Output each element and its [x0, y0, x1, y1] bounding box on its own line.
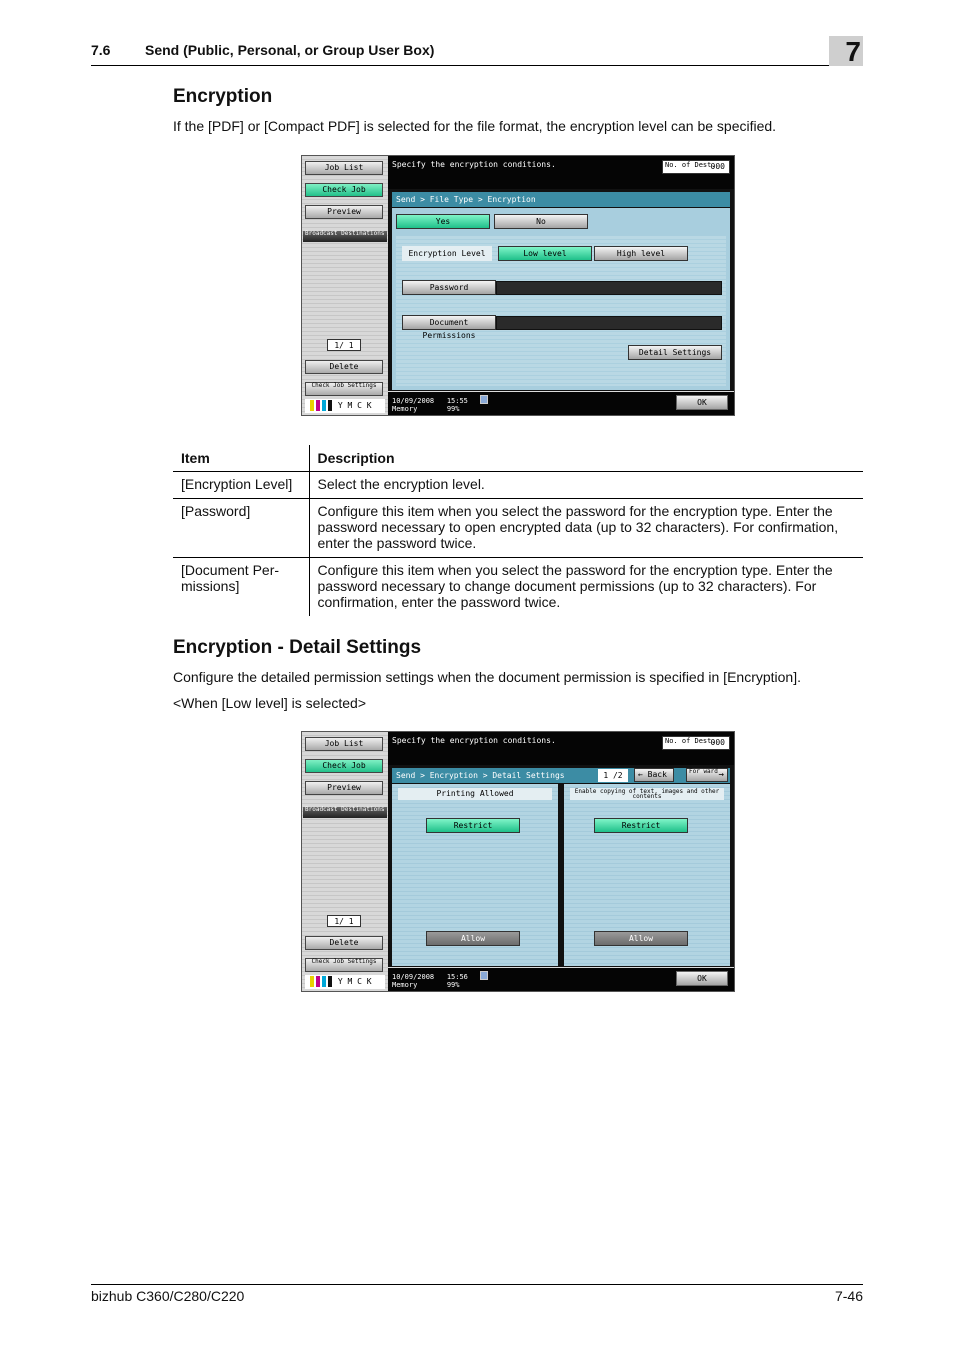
main-area	[388, 189, 734, 391]
preview-button[interactable]: Preview	[305, 781, 383, 795]
dest-count-box	[662, 160, 730, 174]
breadcrumb	[392, 768, 730, 783]
forward-arrow-icon: →	[718, 770, 724, 780]
memory-label: Memory	[392, 981, 418, 989]
left-panel	[302, 732, 388, 991]
table-row	[173, 557, 863, 616]
toner-label: Y M C K	[337, 977, 372, 986]
network-icon	[480, 395, 488, 404]
table-cell-description: Configure this item when you select the password for the encryption type. Enter the password necessary to open encrypted data (up to 32 characters). For confirmation, enter the password twice.	[309, 498, 863, 557]
time-text: 15:56	[446, 973, 468, 981]
settings-panel	[392, 208, 730, 390]
time-text: 15:55	[446, 397, 468, 405]
section-number: 7.6	[91, 42, 111, 58]
table-header-item: Item	[173, 445, 309, 471]
breadcrumb: Send > File Type > Encryption	[392, 192, 730, 207]
copying-allow-button[interactable]: Allow	[594, 931, 688, 946]
job-list-button[interactable]: Job List	[305, 737, 383, 751]
status-bar	[388, 392, 734, 415]
broadcast-destinations-label: Broadcast Destinations	[303, 807, 387, 818]
table-cell-item: [Document Per-missions]	[173, 557, 309, 616]
yes-button[interactable]: Yes	[396, 214, 490, 229]
table-cell-item: [Password]	[173, 498, 309, 557]
dest-count-box	[662, 736, 730, 750]
table-header-description: Description	[309, 445, 863, 471]
dest-count-value: 000	[710, 738, 725, 747]
section-title: Send (Public, Personal, or Group User Box)	[145, 42, 435, 58]
page-indicator: 1 /2	[598, 769, 628, 782]
delete-button[interactable]: Delete	[305, 360, 383, 374]
back-button[interactable]	[634, 768, 674, 782]
permission-panel-copying	[564, 784, 730, 966]
dest-count-label: No. of Dest.	[665, 737, 716, 745]
status-bar	[388, 968, 734, 991]
back-arrow-icon: ←	[638, 770, 643, 779]
copying-restrict-button[interactable]: Restrict	[594, 818, 688, 833]
message-bar	[388, 732, 734, 765]
date-text: 10/09/2008	[392, 973, 435, 981]
table-cell-description: Select the encryption level.	[309, 471, 863, 498]
encryption-level-label: Encryption Level	[402, 246, 492, 261]
check-job-button[interactable]: Check Job	[305, 183, 383, 197]
document-permissions-button[interactable]: Document Permissions	[402, 315, 496, 330]
encryption-heading: Encryption	[173, 86, 273, 107]
main-area	[388, 765, 734, 967]
forward-button[interactable]	[686, 768, 728, 782]
check-job-settings-button[interactable]: Check Job Settings	[305, 382, 383, 396]
encryption-intro: If the [PDF] or [Compact PDF] is selected for the file format, the encryption level can be specified.	[173, 118, 777, 134]
delete-button[interactable]: Delete	[305, 936, 383, 950]
date-time	[392, 973, 468, 989]
printing-allowed-label: Printing Allowed	[398, 788, 552, 800]
printing-restrict-button[interactable]: Restrict	[426, 818, 520, 833]
table-cell-item: [Encryption Level]	[173, 471, 309, 498]
table-cell-description: Configure this item when you select the password for the encryption type. Enter the password necessary to change document permissions (up to 32 characters). For confirmation, enter the password twice.	[317, 561, 833, 610]
memory-label: Memory	[392, 405, 418, 413]
back-label: Back	[647, 770, 667, 779]
date-time	[392, 397, 468, 413]
left-panel	[302, 156, 388, 415]
document-permissions-field[interactable]	[496, 316, 722, 330]
detail-settings-heading: Encryption - Detail Settings	[173, 637, 422, 658]
network-icon	[480, 971, 488, 980]
check-job-button[interactable]: Check Job	[305, 759, 383, 773]
page-counter: 1/ 1	[327, 339, 361, 351]
permission-panel-printing	[392, 784, 558, 966]
footer-model: bizhub C360/C280/C220	[91, 1288, 245, 1304]
breadcrumb-text: Send > Encryption > Detail Settings	[396, 771, 565, 780]
detail-settings-button[interactable]: Detail Settings	[628, 345, 722, 360]
table-row	[173, 471, 863, 498]
low-level-caption: <When [Low level] is selected>	[173, 695, 366, 711]
check-job-settings-button[interactable]: Check Job Settings	[305, 958, 383, 972]
footer-rule	[91, 1284, 863, 1285]
message-text: Specify the encryption conditions.	[392, 736, 556, 745]
copying-label: Enable copying of text, images and other contents	[570, 788, 724, 800]
broadcast-destinations-label: Broadcast Destinations	[303, 231, 387, 242]
message-text: Specify the encryption conditions.	[392, 160, 556, 169]
password-button[interactable]: Password	[402, 280, 496, 295]
table-row	[173, 498, 863, 557]
detail-settings-screen	[301, 731, 735, 992]
dest-count-value: 000	[710, 162, 725, 171]
date-text: 10/09/2008	[392, 397, 435, 405]
high-level-button[interactable]: High level	[594, 246, 688, 261]
no-button[interactable]: No	[494, 214, 588, 229]
forward-label: For ward	[689, 768, 718, 775]
encryption-screen	[301, 155, 735, 416]
toner-indicator	[305, 399, 385, 413]
message-bar	[388, 156, 734, 189]
header-rule	[91, 65, 863, 66]
low-level-button[interactable]: Low level	[498, 246, 592, 261]
ok-button[interactable]: OK	[676, 395, 728, 410]
memory-value: 99%	[446, 405, 460, 413]
dest-count-label: No. of Dest.	[665, 161, 716, 169]
memory-value: 99%	[446, 981, 460, 989]
toner-label: Y M C K	[337, 401, 372, 410]
table-header-row	[173, 445, 863, 471]
page-counter: 1/ 1	[327, 915, 361, 927]
ok-button[interactable]: OK	[676, 971, 728, 986]
chapter-badge: 7	[829, 36, 863, 66]
job-list-button[interactable]: Job List	[305, 161, 383, 175]
preview-button[interactable]: Preview	[305, 205, 383, 219]
printing-allow-button[interactable]: Allow	[426, 931, 520, 946]
password-field[interactable]	[496, 281, 722, 295]
detail-settings-intro: Configure the detailed permission settings when the document permission is specified in [Encryption].	[173, 669, 801, 685]
item-description-table	[173, 445, 863, 616]
toner-indicator	[305, 975, 385, 989]
settings-box	[396, 236, 726, 386]
footer-page-number: 7-46	[834, 1288, 863, 1304]
